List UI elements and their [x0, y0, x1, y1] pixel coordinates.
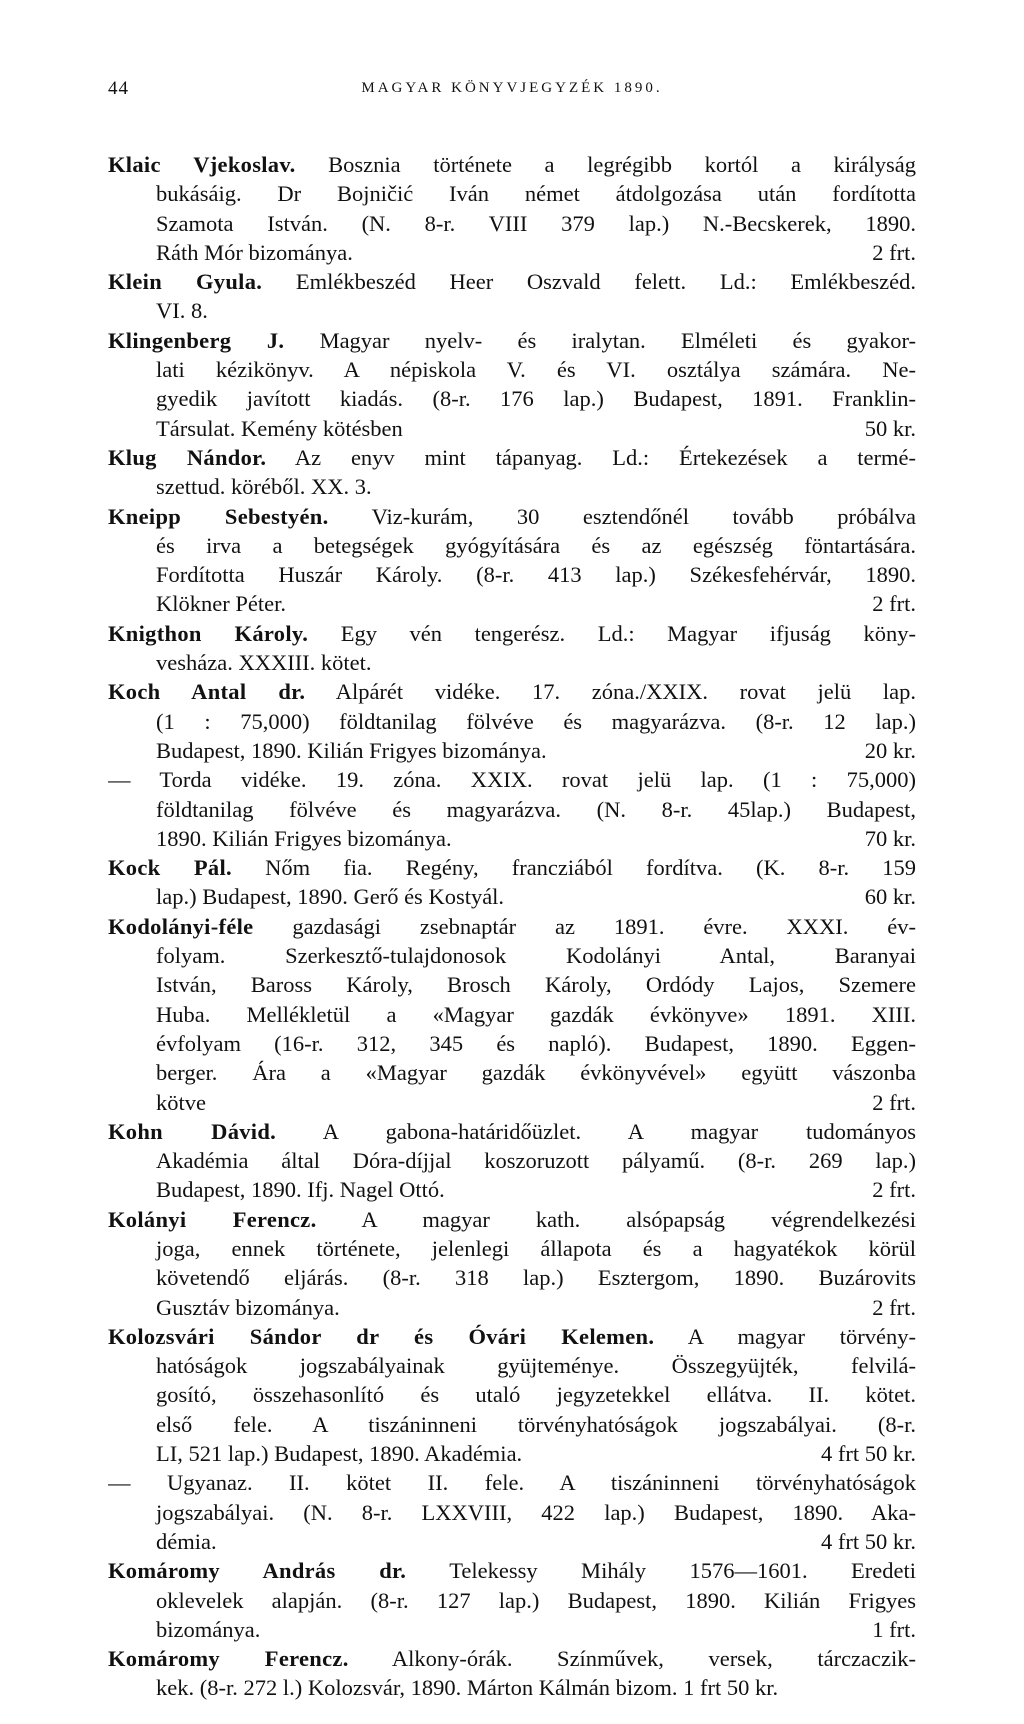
entry-text: Viz-kurám, 30 esztendőnél tovább próbálva: [328, 503, 916, 529]
entry-line: [108, 736, 916, 765]
entry-text: Szamota István. (N. 8-r. VIII 379 lap.) N.-Becskerek, 1890.: [156, 210, 916, 236]
entry-text: és irva a betegségek gyógyítására és az egészség föntartására.: [156, 532, 916, 558]
entry-price: 60 kr.: [864, 884, 916, 910]
entry-text: A magyar törvény-: [654, 1323, 916, 1349]
entry-text: kötve: [156, 1089, 206, 1115]
entry-text: Ráth Mór bizománya.: [156, 239, 353, 265]
bibliography-entry: [108, 1556, 916, 1644]
bibliography-entry: [108, 677, 916, 765]
entry-text: Klökner Péter.: [156, 591, 286, 617]
bibliography-entry: [108, 1322, 916, 1468]
bibliography-entry: [108, 502, 916, 619]
entry-line: [108, 1263, 916, 1292]
entry-text: lap.) Budapest, 1890. Gerő és Kostyál.: [156, 884, 505, 910]
entry-line: [108, 1146, 916, 1175]
entry-line: [108, 1468, 916, 1497]
entry-price: 2 frt.: [872, 1089, 916, 1115]
entry-author: Klingenberg J.: [108, 327, 285, 353]
entry-text: István, Baross Károly, Brosch Károly, Ordódy Lajos, Szemere: [156, 972, 916, 998]
entry-line: [108, 296, 916, 325]
entry-author: Koch Antal dr.: [108, 679, 306, 705]
entry-line: [108, 150, 916, 179]
entry-text: gosító, összehasonlító és utaló jegyzetekkel ellátva. II. kötet.: [156, 1382, 916, 1408]
entry-line: [108, 589, 916, 618]
entry-line: [108, 1000, 916, 1029]
entry-line: [108, 502, 916, 531]
entry-line: [108, 1644, 916, 1673]
entry-text: évfolyam (16-r. 312, 345 és napló). Budapest, 1890. Eggen-: [156, 1030, 916, 1056]
entry-line: [108, 1351, 916, 1380]
entry-line: [108, 560, 916, 589]
entry-author: Kolányi Ferencz.: [108, 1206, 317, 1232]
entry-text: bukásáig. Dr Bojničić Iván német átdolgozása után fordította: [156, 181, 916, 207]
entry-text: (1 : 75,000) földtanilag fölvéve és magyarázva. (8-r. 12 lap.): [156, 708, 916, 734]
entry-text: joga, ennek története, jelenlegi állapota és a hagyatékok körül: [156, 1235, 916, 1261]
entry-line: [108, 179, 916, 208]
entry-author: Kock Pál.: [108, 855, 232, 881]
entry-price: 20 kr.: [864, 737, 916, 763]
entry-line: [108, 1088, 916, 1117]
entry-line: [108, 1058, 916, 1087]
entry-price: 50 kr.: [864, 415, 916, 441]
entry-author: Kneipp Sebestyén.: [108, 503, 329, 529]
entry-line: [108, 1556, 916, 1585]
entry-line: [108, 824, 916, 853]
entry-line: [108, 1410, 916, 1439]
entry-text: Alkony-órák. Színművek, versek, tárczaczik-: [348, 1646, 916, 1672]
entry-text: Fordította Huszár Károly. (8-r. 413 lap.) Székesfehérvár, 1890.: [156, 562, 916, 588]
bibliography-entry: [108, 326, 916, 443]
entry-author: Kolozsvári Sándor dr és Óvári Kelemen.: [108, 1323, 655, 1349]
entry-price: 2 frt.: [872, 1294, 916, 1320]
entry-price: 4 frt 50 kr.: [821, 1441, 916, 1467]
entry-text: Magyar nyelv- és iralytan. Elméleti és gyakor-: [284, 327, 916, 353]
entry-line: [108, 795, 916, 824]
entry-line: [108, 1527, 916, 1556]
entry-price: 4 frt 50 kr.: [821, 1528, 916, 1554]
entry-author: Komáromy András dr.: [108, 1558, 407, 1584]
entry-price: 2 frt.: [872, 1177, 916, 1203]
entry-line: [108, 707, 916, 736]
entry-price: 70 kr.: [864, 825, 916, 851]
entry-price: 2 frt.: [872, 591, 916, 617]
entry-line: [108, 1205, 916, 1234]
bibliography-entry: [108, 267, 916, 326]
entry-text: VI. 8.: [156, 298, 208, 324]
entry-text: Telekessy Mihály 1576—1601. Eredeti: [406, 1558, 916, 1584]
entry-line: [108, 1322, 916, 1351]
entry-text: követendő eljárás. (8-r. 318 lap.) Esztergom, 1890. Buzárovits: [156, 1265, 916, 1291]
entry-text: vesháza. XXXIII. kötet.: [156, 650, 372, 676]
entry-text: földtanilag fölvéve és magyarázva. (N. 8-r. 45lap.) Budapest,: [156, 796, 916, 822]
entry-line: [108, 326, 916, 355]
entry-price: 1 frt.: [872, 1616, 916, 1642]
entry-line: [108, 1586, 916, 1615]
entry-text: Budapest, 1890. Ifj. Nagel Ottó.: [156, 1177, 445, 1203]
entry-line: [108, 912, 916, 941]
entry-text: — Torda vidéke. 19. zóna. XXIX. rovat jelü lap. (1 : 75,000): [108, 767, 916, 793]
entry-line: [108, 853, 916, 882]
entry-text: Gusztáv bizománya.: [156, 1294, 340, 1320]
bibliography-entry: [108, 619, 916, 678]
entry-price: 2 frt.: [872, 239, 916, 265]
entry-line: [108, 619, 916, 648]
entry-line: [108, 1673, 916, 1702]
entry-line: [108, 355, 916, 384]
entry-line: [108, 384, 916, 413]
entry-text: Huba. Mellékletül a «Magyar gazdák évkönyve» 1891. XIII.: [156, 1001, 916, 1027]
entry-author: Klein Gyula.: [108, 269, 263, 295]
entry-text: Társulat. Kemény kötésben: [156, 415, 403, 441]
bibliography-entry: [108, 1205, 916, 1322]
entry-text: — Ugyanaz. II. kötet II. fele. A tiszáninneni törvényhatóságok: [108, 1470, 916, 1496]
entry-line: [108, 443, 916, 472]
entry-text: Egy vén tengerész. Ld.: Magyar ifjuság köny-: [308, 620, 916, 646]
entry-line: [108, 1234, 916, 1263]
entry-line: [108, 1117, 916, 1146]
entry-author: Kodolányi-féle: [108, 913, 254, 939]
bibliography-entry: [108, 1468, 916, 1556]
entry-text: 1890. Kilián Frigyes bizománya.: [156, 825, 452, 851]
entry-author: Kohn Dávid.: [108, 1118, 277, 1144]
bibliography-entry: [108, 912, 916, 1117]
entry-author: Komáromy Ferencz.: [108, 1646, 349, 1672]
entry-text: démia.: [156, 1528, 217, 1554]
entry-line: [108, 238, 916, 267]
entry-line: [108, 677, 916, 706]
entry-line: [108, 414, 916, 443]
entry-line: [108, 1615, 916, 1644]
entry-line: [108, 209, 916, 238]
entry-line: [108, 1293, 916, 1322]
bibliography-entry: [108, 1644, 916, 1703]
entry-author: Klaic Vjekoslav.: [108, 152, 296, 177]
entry-text: berger. Ára a «Magyar gazdák évkönyvével» együtt vászonba: [156, 1060, 916, 1086]
entry-text: jogszabályai. (N. 8-r. LXXVIII, 422 lap.) Budapest, 1890. Aka-: [156, 1499, 916, 1525]
entry-text: bizománya.: [156, 1616, 261, 1642]
entry-line: [108, 1029, 916, 1058]
bibliography-entry: [108, 443, 916, 502]
entry-text: szettud. köréből. XX. 3.: [156, 474, 372, 500]
bibliography-list: [108, 150, 916, 1703]
entry-line: [108, 882, 916, 911]
entry-author: Knigthon Károly.: [108, 620, 309, 646]
page-header: [108, 78, 916, 108]
entry-line: [108, 1380, 916, 1409]
entry-line: [108, 941, 916, 970]
entry-text: folyam. Szerkesztő-tulajdonosok Kodolányi Antal, Baranyai: [156, 943, 916, 969]
entry-line: [108, 267, 916, 296]
entry-text: A magyar kath. alsópapság végrendelkezési: [316, 1206, 916, 1232]
bibliography-entry: [108, 853, 916, 912]
entry-text: Emlékbeszéd Heer Oszvald felett. Ld.: Emlékbeszéd.: [262, 269, 916, 295]
entry-text: A gabona-határidőüzlet. A magyar tudományos: [276, 1118, 916, 1144]
entry-text: Akadémia által Dóra-díjjal koszoruzott pályamű. (8-r. 269 lap.): [156, 1148, 916, 1174]
entry-text: Bosznia története a legrégibb kortól a királyság: [295, 152, 916, 177]
entry-text: lati kézikönyv. A népiskola V. és VI. osztálya számára. Ne-: [156, 357, 916, 383]
entry-line: [108, 531, 916, 560]
entry-text: első fele. A tiszáninneni törvényhatóságok jogszabályai. (8-r.: [156, 1411, 916, 1437]
entry-line: [108, 1175, 916, 1204]
running-title: MAGYAR KÖNYVJEGYZÉK 1890.: [361, 80, 663, 96]
bibliography-entry: [108, 765, 916, 853]
entry-text: Az enyv mint tápanyag. Ld.: Értekezések a termé-: [266, 444, 916, 470]
entry-author: Klug Nándor.: [108, 444, 267, 470]
bibliography-entry: [108, 1117, 916, 1205]
entry-text: kek. (8-r. 272 l.) Kolozsvár, 1890. Márton Kálmán bizom. 1 frt 50 kr.: [156, 1675, 779, 1701]
entry-line: [108, 970, 916, 999]
entry-text: Alpárét vidéke. 17. zóna./XXIX. rovat jelü lap.: [305, 679, 916, 705]
entry-text: gazdasági zsebnaptár az 1891. évre. XXXI. év-: [253, 913, 916, 939]
entry-text: LI, 521 lap.) Budapest, 1890. Akadémia.: [156, 1441, 523, 1467]
entry-text: Budapest, 1890. Kilián Frigyes bizománya.: [156, 737, 547, 763]
entry-text: hatóságok jogszabályainak gyüjteménye. Összegyüjték, felvilá-: [156, 1353, 916, 1379]
entry-text: oklevelek alapján. (8-r. 127 lap.) Budapest, 1890. Kilián Frigyes: [156, 1587, 916, 1613]
page-number: 44: [108, 78, 129, 99]
entry-line: [108, 1498, 916, 1527]
entry-line: [108, 1439, 916, 1468]
entry-line: [108, 648, 916, 677]
entry-line: [108, 765, 916, 794]
entry-line: [108, 472, 916, 501]
bibliography-entry: [108, 150, 916, 267]
entry-text: gyedik javított kiadás. (8-r. 176 lap.) Budapest, 1891. Franklin-: [156, 386, 916, 412]
entry-text: Nőm fia. Regény, francziából fordítva. (K. 8-r. 159: [231, 855, 916, 881]
